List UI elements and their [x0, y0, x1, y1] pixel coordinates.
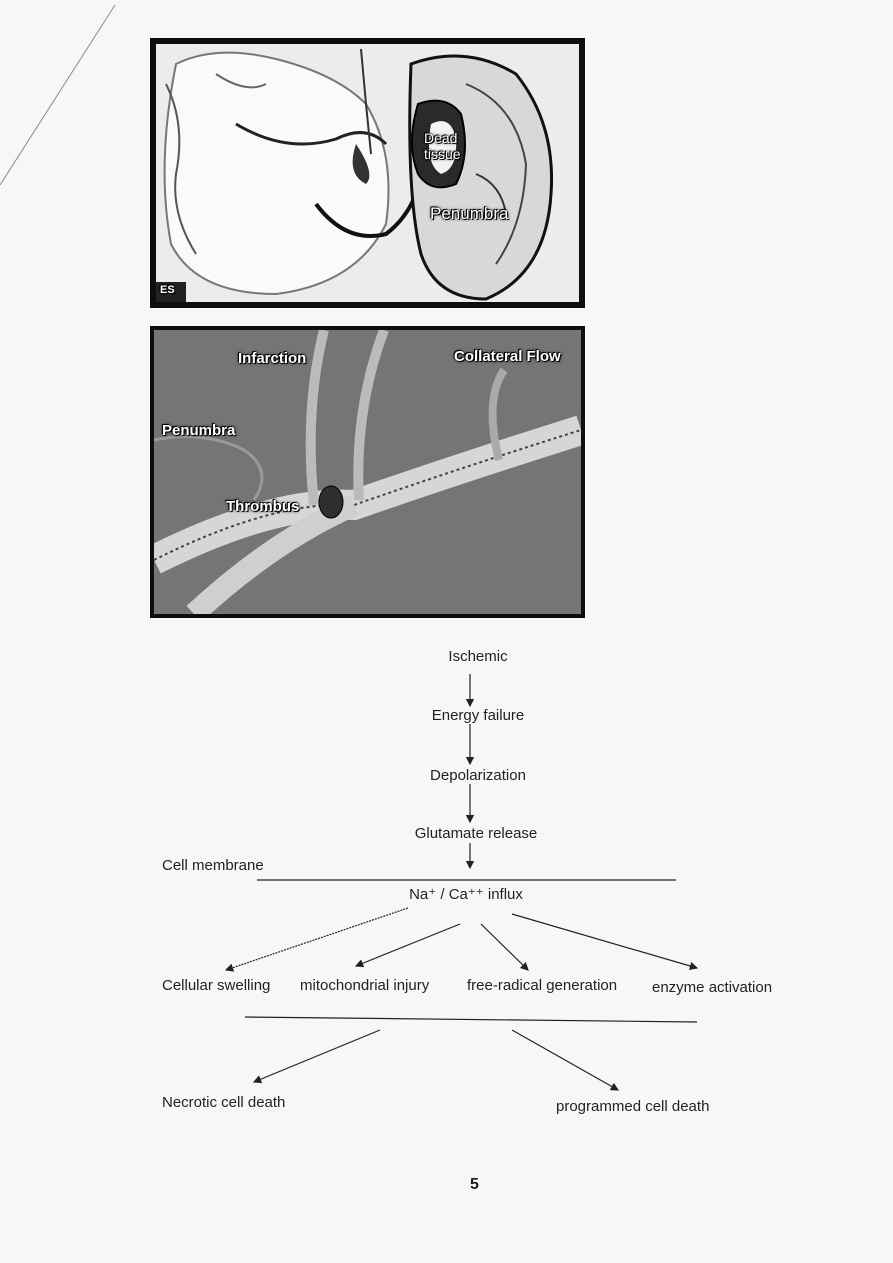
arrow-to-free-radical: [481, 924, 528, 970]
step-glutamate-release: Glutamate release: [414, 825, 538, 842]
step-energy-failure: Energy failure: [431, 707, 525, 724]
effect-mitochondrial-injury: mitochondrial injury: [300, 977, 430, 994]
penumbra-label-2: Penumbra: [162, 422, 236, 439]
infarction-label: Infarction: [238, 350, 307, 367]
arrow-to-cellular-swelling: [226, 908, 408, 970]
thrombus-label: Thrombus: [226, 498, 300, 515]
step-depolarization: Depolarization: [430, 767, 526, 784]
cell-membrane-label: Cell membrane: [162, 857, 264, 874]
dead-tissue-label: Dead tissue: [424, 130, 461, 162]
outcome-programmed-cell-death: programmed cell death: [556, 1098, 710, 1115]
collateral-flow-label: Collateral Flow: [454, 348, 561, 365]
corner-mark-label: ES: [160, 284, 175, 296]
arrow-to-mitochondrial-injury: [356, 924, 460, 966]
penumbra-label: Penumbra: [430, 204, 509, 223]
effect-free-radical-generation: free-radical generation: [467, 977, 618, 994]
effect-enzyme-activation: enzyme activation: [652, 979, 773, 996]
arrow-to-enzyme-activation: [512, 914, 697, 968]
step-ischemic: Ischemic: [448, 648, 508, 665]
effect-cellular-swelling: Cellular swelling: [162, 977, 271, 994]
arrow-to-programmed-death: [512, 1030, 618, 1090]
effects-divider-line: [245, 1017, 697, 1022]
arrow-to-necrotic-death: [254, 1030, 380, 1082]
outcome-necrotic-cell-death: Necrotic cell death: [162, 1094, 286, 1111]
page-number: 5: [470, 1176, 479, 1193]
ion-influx: Na⁺ / Ca⁺⁺ influx: [409, 886, 523, 903]
